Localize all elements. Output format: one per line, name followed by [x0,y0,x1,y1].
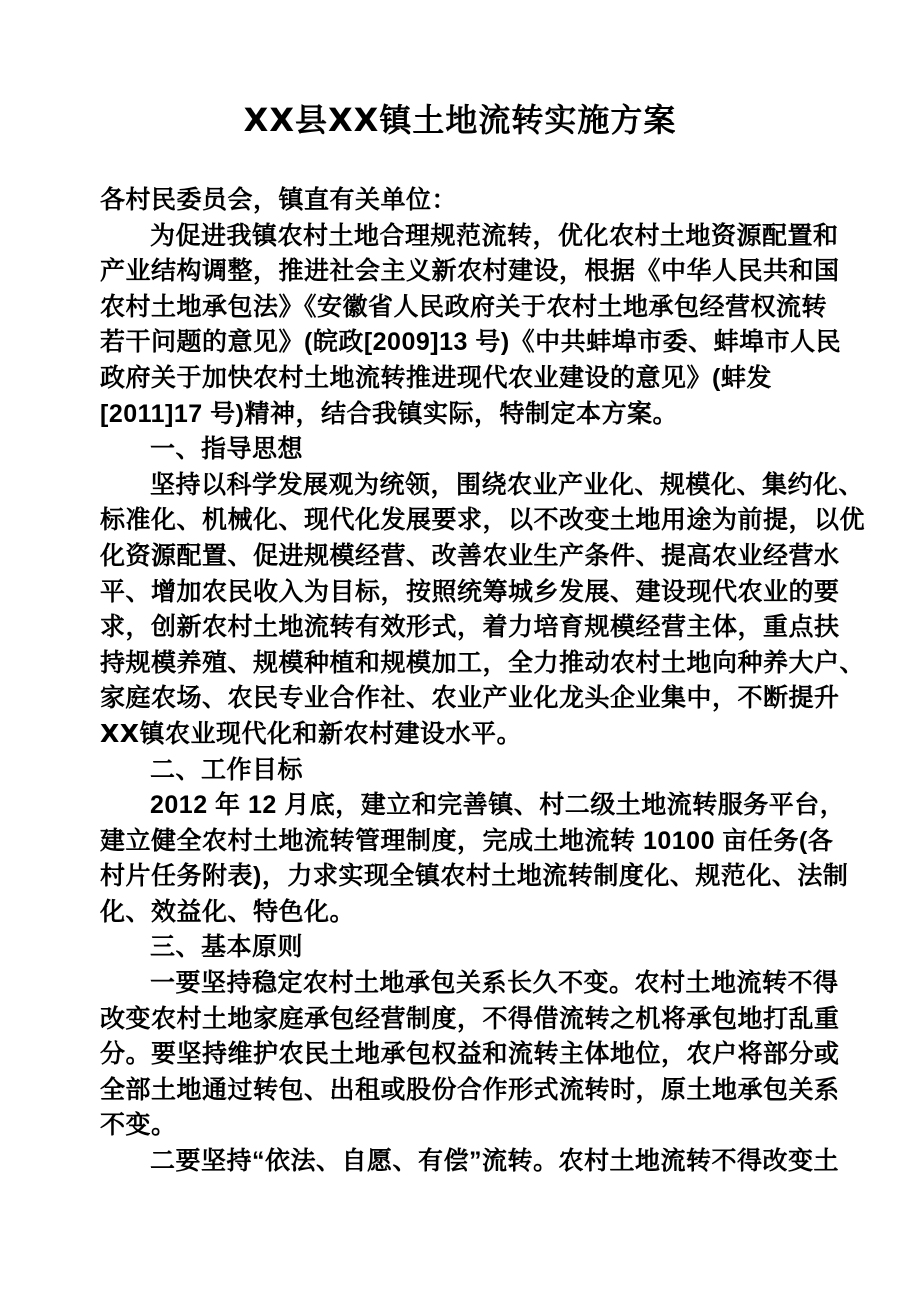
document-line: 化资源配置、促进规模经营、改善农业生产条件、提高农业经营水 [100,541,840,570]
document-line: 一要坚持稳定农村土地承包关系长久不变。农村土地流转不得 [150,969,839,998]
document-line: 分。要坚持维护农民土地承包权益和流转主体地位，农户将部分或 [100,1040,840,1069]
document-line: 平、增加农民收入为目标，按照统筹城乡发展、建设现代农业的要 [100,577,840,606]
document-title: ⅩⅩ县ⅩⅩ镇土地流转实施方案 [243,102,677,138]
document-line: 家庭农场、农民专业合作社、农业产业化龙头企业集中，不断提升 [100,684,840,713]
document-line: 产业结构调整，推进社会主义新农村建设，根据《中华人民共和国 [100,257,840,286]
document-line: 二、工作目标 [150,755,304,784]
document-line: [2011]17 号)精神，结合我镇实际，特制定本方案。 [100,399,678,428]
document-line: 各村民委员会，镇直有关单位： [100,186,458,214]
document-line: ⅩⅩ镇农业现代化和新农村建设水平。 [100,719,523,748]
document-line: 不变。 [100,1111,177,1140]
document-line: 二要坚持“依法、自愿、有偿”流转。农村土地流转不得改变土 [150,1147,840,1176]
document-line: 政府关于加快农村土地流转推进现代农业建设的意见》(蚌发 [100,363,772,392]
document-line: 改变农村土地家庭承包经营制度，不得借流转之机将承包地打乱重 [100,1004,840,1033]
document-line: 三、基本原则 [150,933,304,962]
document-line: 一、指导思想 [150,435,304,464]
document-line: 持规模养殖、规模种植和规模加工，全力推动农村土地向种养大户、 [100,648,866,677]
document-line: 建立健全农村土地流转管理制度，完成土地流转 10100 亩任务(各 [100,826,834,855]
document-line: 村片任务附表)，力求实现全镇农村土地流转制度化、规范化、法制 [100,862,849,891]
document-line: 全部土地通过转包、出租或股份合作形式流转时，原土地承包关系 [100,1075,840,1104]
document-line: 求，创新农村土地流转有效形式，着力培育规模经营主体，重点扶 [100,613,840,642]
document-line: 为促进我镇农村土地合理规范流转，优化农村土地资源配置和 [150,221,839,250]
document-line: 化、效益化、特色化。 [100,897,356,926]
document-line: 若干问题的意见》(皖政[2009]13 号)《中共蚌埠市委、蚌埠市人民 [100,328,842,357]
document-body [100,183,866,1180]
document-line: 2012 年 12 月底，建立和完善镇、村二级土地流转服务平台， [150,791,846,820]
document-line: 坚持以科学发展观为统领，围绕农业产业化、规模化、集约化、 [150,470,865,499]
document-line: 标准化、机械化、现代化发展要求，以不改变土地用途为前提，以优 [100,506,866,535]
document-line: 农村土地承包法》《安徽省人民政府关于农村土地承包经营权流转 [100,292,828,321]
